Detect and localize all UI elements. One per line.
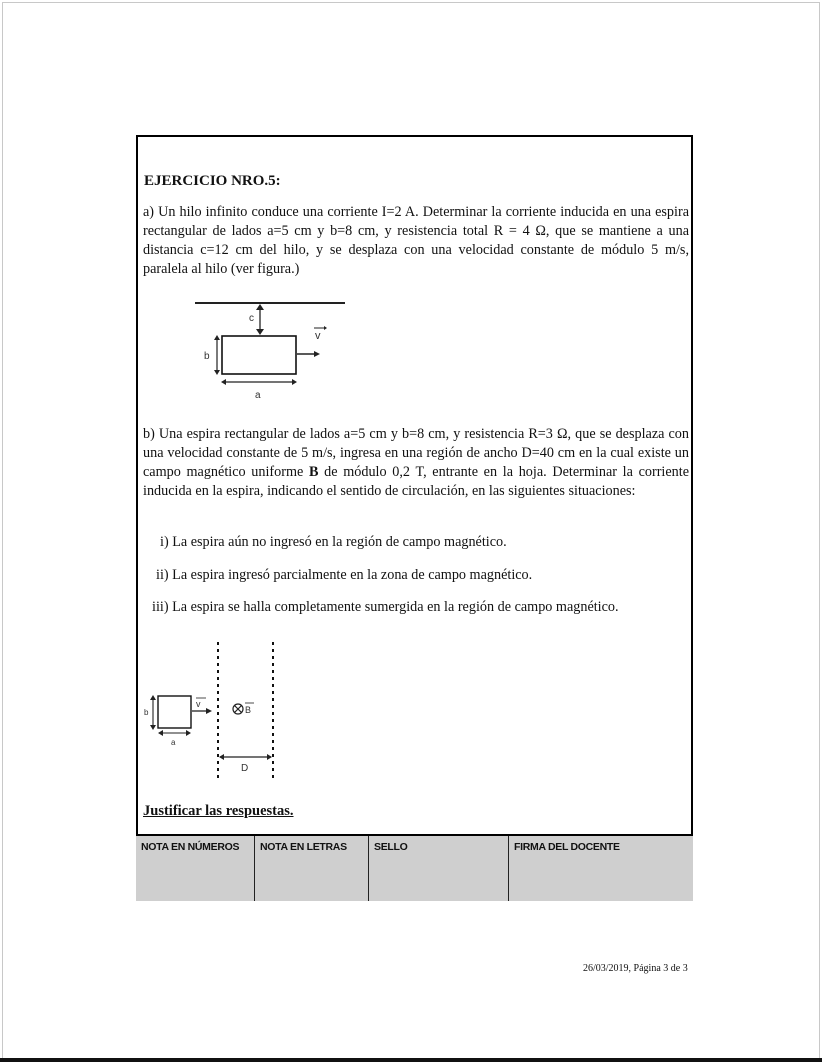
- exercise-frame: [136, 135, 693, 901]
- label-b: b: [204, 351, 210, 362]
- situation-i: i) La espira aún no ingresó en la región de campo magnético.: [160, 534, 507, 550]
- part-a-text: a) Un hilo infinito conduce una corriente I=2 A. Determinar la corriente inducida en una espira rectangular de lados a=5 cm y b=8 cm, y resistencia total R = 4 Ω, que se mantiene a una distancia c=12 cm del hilo, y se desplaza con una velocidad constante de módulo 5 m/s, paralela al hilo (ver figura.): [143, 204, 689, 277]
- figure-wire-loop: [193, 297, 353, 407]
- page-footer: 26/03/2019, Página 3 de 3: [583, 963, 688, 974]
- label-a: a: [255, 390, 261, 401]
- justify-instruction: Justificar las respuestas.: [143, 803, 294, 819]
- grade-numbers-field[interactable]: NOTA EN NÚMEROS: [136, 836, 255, 901]
- situation-iii: iii) La espira se halla completamente sumergida en la región de campo magnético.: [152, 599, 619, 615]
- grade-table: [136, 834, 693, 901]
- label-v-b: v: [196, 699, 201, 709]
- grade-letters-field[interactable]: NOTA EN LETRAS: [255, 836, 369, 901]
- page-bottom-edge: [0, 1058, 822, 1062]
- label-b-b: b: [144, 708, 149, 717]
- label-B: B: [245, 705, 252, 715]
- exercise-title: EJERCICIO NRO.5:: [144, 173, 281, 189]
- teacher-signature-field[interactable]: FIRMA DEL DOCENTE: [509, 836, 693, 901]
- situation-ii: ii) La espira ingresó parcialmente en la zona de campo magnético.: [156, 567, 533, 583]
- label-v: v: [315, 330, 321, 342]
- field-B: B: [309, 464, 319, 480]
- label-a-b: a: [171, 738, 176, 747]
- label-c: c: [249, 313, 254, 324]
- stamp-field[interactable]: SELLO: [369, 836, 509, 901]
- figure-field-region: [138, 637, 298, 787]
- label-D: D: [241, 763, 249, 774]
- part-b-text: b) Una espira rectangular de lados a=5 cm y b=8 cm, y resistencia R=3 Ω, que se desplaza con una velocidad constante de 5 m/s, ingresa en una región de ancho D=40 cm en la cual existe un campo magnético uniforme B de módulo 0,2 T, entrante en la hoja. Determinar la corriente inducida en la espira, indicando el sentido de circulación, en las siguientes situaciones:: [143, 426, 689, 499]
